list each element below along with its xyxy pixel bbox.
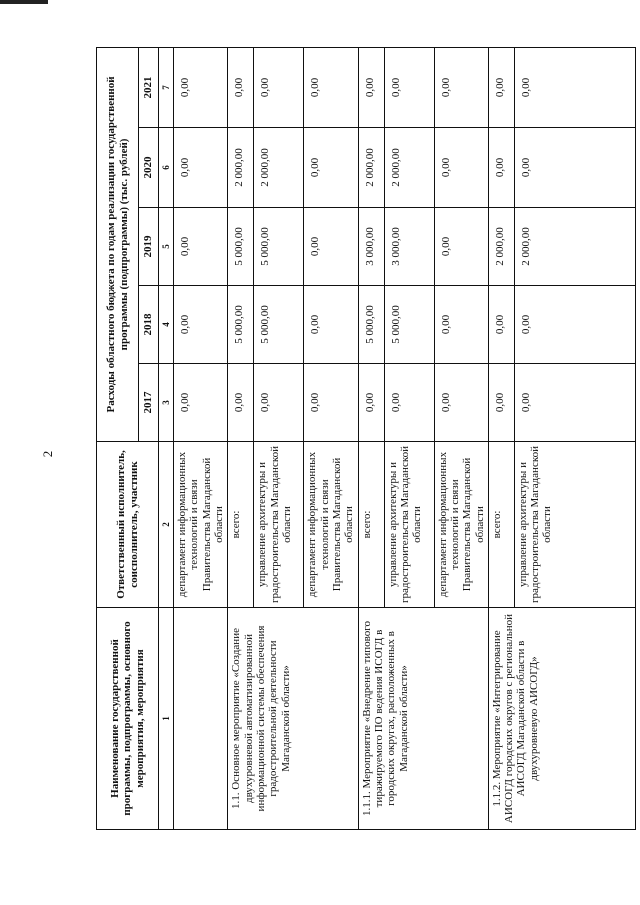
value-cell: 0,00 <box>254 47 304 127</box>
value-cell: 0,00 <box>384 364 434 442</box>
value-cell: 3 000,00 <box>358 208 384 286</box>
column-number: 7 <box>159 47 174 127</box>
value-cell: 0,00 <box>228 364 254 442</box>
row-name <box>174 608 228 830</box>
column-number: 3 <box>159 364 174 442</box>
table-row <box>174 47 228 829</box>
value-cell: 3 000,00 <box>384 208 434 286</box>
row-executor: всего: <box>228 442 254 608</box>
row-name: 1.1. Основное мероприятие «Создание двухуровневой автоматизированной информационной системы обеспечения градостроительной деятельности Магаданской области» <box>228 608 358 830</box>
value-cell: 0,00 <box>174 364 228 442</box>
value-cell: 0,00 <box>304 286 358 364</box>
column-number: 5 <box>159 208 174 286</box>
value-cell: 5 000,00 <box>384 286 434 364</box>
value-cell: 0,00 <box>434 364 488 442</box>
column-number: 4 <box>159 286 174 364</box>
value-cell: 0,00 <box>434 208 488 286</box>
row-name: 1.1.2. Мероприятие «Интегрирование АИСОГД городских округов с региональной АИСОГД Магаданской области в двухуровневую АИСОГД» <box>488 608 635 830</box>
value-cell: 2 000,00 <box>488 208 514 286</box>
table-row <box>358 47 384 829</box>
value-cell: 0,00 <box>434 286 488 364</box>
value-cell: 0,00 <box>384 47 434 127</box>
value-cell: 0,00 <box>304 208 358 286</box>
value-cell: 0,00 <box>174 286 228 364</box>
value-cell: 5 000,00 <box>358 286 384 364</box>
value-cell: 2 000,00 <box>384 128 434 208</box>
header-expenses: Расходы областного бюджета по годам реализации государственной программы (подпрограммы) (тыс. рублей) <box>97 47 139 441</box>
row-executor: департамент информационных технологий и связи Правительства Магаданской области <box>434 442 488 608</box>
value-cell: 0,00 <box>488 47 514 127</box>
value-cell: 0,00 <box>488 128 514 208</box>
value-cell: 5 000,00 <box>228 208 254 286</box>
table-row <box>488 47 514 829</box>
row-executor: управление архитектуры и градостроительства Магаданской области <box>514 442 635 608</box>
header-program-name: Наименование государственной программы, подпрограммы, основного мероприятия, мероприятия <box>97 608 159 830</box>
value-cell: 0,00 <box>488 286 514 364</box>
value-cell: 0,00 <box>514 47 635 127</box>
value-cell: 0,00 <box>514 364 635 442</box>
table-row <box>228 47 254 829</box>
header-year: 2021 <box>139 47 159 127</box>
value-cell: 0,00 <box>358 364 384 442</box>
header-year: 2020 <box>139 128 159 208</box>
value-cell: 0,00 <box>228 47 254 127</box>
value-cell: 0,00 <box>254 364 304 442</box>
header-year: 2017 <box>139 364 159 442</box>
header-year: 2018 <box>139 286 159 364</box>
value-cell: 0,00 <box>304 364 358 442</box>
page-number: 2 <box>40 450 55 458</box>
header-executor: Ответственный исполнитель, соисполнитель, участник <box>97 442 159 608</box>
value-cell: 0,00 <box>358 47 384 127</box>
value-cell: 2 000,00 <box>358 128 384 208</box>
row-executor: управление архитектуры и градостроительства Магаданской области <box>254 442 304 608</box>
budget-table <box>96 47 636 830</box>
row-executor: департамент информационных технологий и связи Правительства Магаданской области <box>174 442 228 608</box>
value-cell: 0,00 <box>174 208 228 286</box>
value-cell: 0,00 <box>434 128 488 208</box>
column-number: 6 <box>159 128 174 208</box>
value-cell: 5 000,00 <box>228 286 254 364</box>
row-name: 1.1.1. Мероприятие «Внедрение типового тиражируемого ПО ведения ИСОГД в городских округах, расположенных в Магаданской области» <box>358 608 488 830</box>
value-cell: 5 000,00 <box>254 286 304 364</box>
value-cell: 0,00 <box>174 47 228 127</box>
header-year: 2019 <box>139 208 159 286</box>
value-cell: 0,00 <box>304 128 358 208</box>
value-cell: 2 000,00 <box>254 128 304 208</box>
value-cell: 5 000,00 <box>254 208 304 286</box>
value-cell: 0,00 <box>488 364 514 442</box>
value-cell: 0,00 <box>174 128 228 208</box>
row-executor: всего: <box>488 442 514 608</box>
value-cell: 0,00 <box>434 47 488 127</box>
column-number: 1 <box>159 608 174 830</box>
budget-table-rotated <box>96 48 636 830</box>
value-cell: 0,00 <box>514 286 635 364</box>
top-edge-mark <box>0 0 48 4</box>
column-number: 2 <box>159 442 174 608</box>
row-executor: всего: <box>358 442 384 608</box>
value-cell: 2 000,00 <box>514 208 635 286</box>
value-cell: 0,00 <box>514 128 635 208</box>
row-executor: департамент информационных технологий и связи Правительства Магаданской области <box>304 442 358 608</box>
value-cell: 0,00 <box>304 47 358 127</box>
row-executor: управление архитектуры и градостроительства Магаданской области <box>384 442 434 608</box>
value-cell: 2 000,00 <box>228 128 254 208</box>
